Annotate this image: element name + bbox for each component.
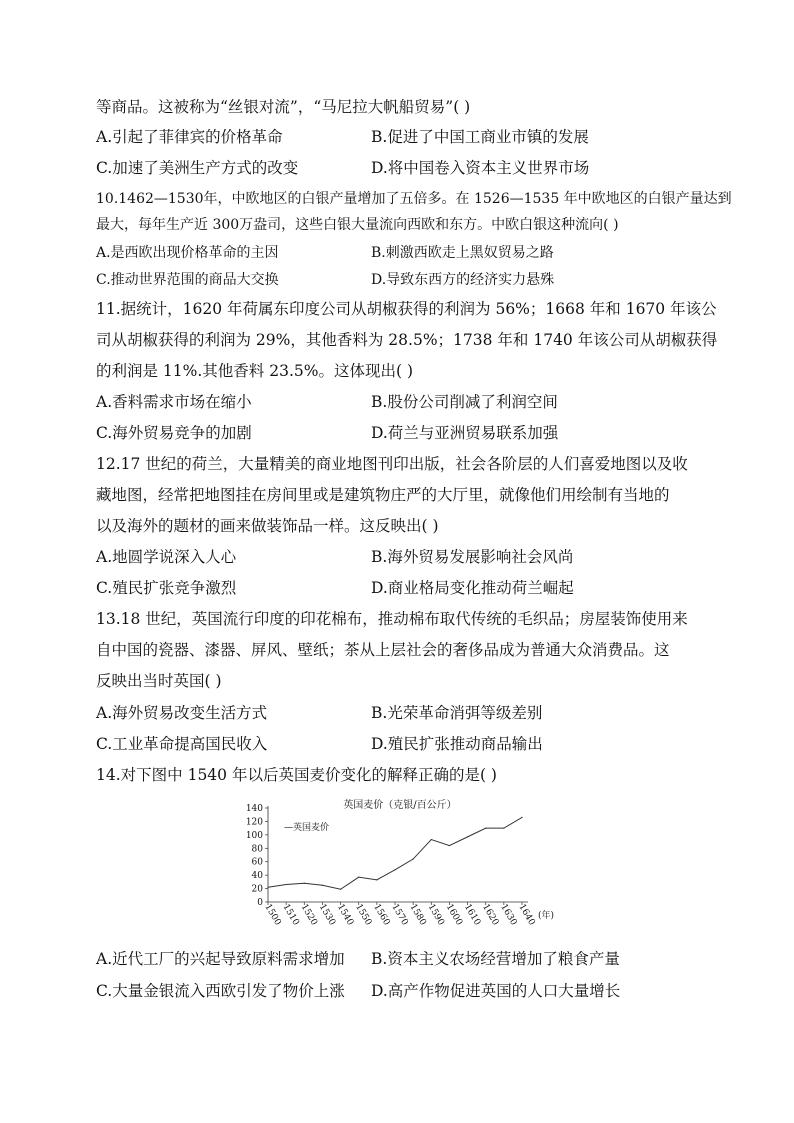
- q9-option-c[interactable]: C.加速了美洲生产方式的改变: [96, 159, 299, 177]
- wheat-price-chart: [240, 796, 560, 930]
- chart-data-point: [358, 877, 359, 878]
- chart-y-tick-label: 60: [251, 857, 263, 868]
- q9-stem-tail: 等商品。这被称为“丝银对流”，“马尼拉大帆船贸易”( ): [96, 98, 471, 116]
- chart-data-point: [431, 839, 432, 840]
- chart-y-ticks: [246, 804, 268, 908]
- q14-option-b[interactable]: B.资本主义农场经营增加了粮食产量: [371, 950, 620, 968]
- chart-x-tick-label: 1560: [371, 902, 392, 928]
- chart-data-point: [376, 879, 377, 880]
- chart-x-tick-label: 1530: [316, 902, 337, 928]
- chart-x-tick-label: 1640: [516, 902, 537, 928]
- q13-option-b[interactable]: B.光荣革命消弭等级差别: [371, 704, 543, 722]
- chart-x-tick-label: 1580: [407, 902, 428, 928]
- chart-x-tick-label: 1630: [498, 902, 519, 928]
- chart-data-point: [449, 845, 450, 846]
- q10-stem-line2: 最大，每年生产近 300万盎司，这些白银大量流向西欧和东方。中欧白银这种流向( ): [96, 217, 619, 233]
- chart-data-point: [485, 828, 486, 829]
- q10-option-c[interactable]: C.推动世界范围的商品大交换: [96, 272, 279, 288]
- chart-y-tick-label: 20: [251, 884, 263, 895]
- q12-option-d[interactable]: D.商业格局变化推动荷兰崛起: [371, 579, 574, 597]
- chart-data-point: [340, 889, 341, 890]
- q13-option-d[interactable]: D.殖民扩张推动商品输出: [371, 735, 543, 753]
- chart-data-point: [521, 817, 522, 818]
- chart-x-tick-label: 1550: [353, 902, 374, 928]
- chart-x-tick-label: 1540: [334, 902, 356, 928]
- chart-axes: [268, 806, 528, 902]
- chart-y-tick-label: 100: [245, 830, 263, 841]
- chart-x-ticks: [262, 902, 536, 928]
- q12-option-b[interactable]: B.海外贸易发展影响社会风尚: [371, 548, 574, 566]
- q11-option-d[interactable]: D.荷兰与亚洲贸易联系加强: [371, 424, 559, 442]
- chart-data-point: [286, 884, 287, 885]
- q11-stem-line1: 11.据统计，1620 年荷属东印度公司从胡椒获得的利润为 56%；1668 年和 1670 年该公: [96, 300, 717, 318]
- q11-stem-line3: 的利润是 11%.其他香料 23.5%。这体现出( ): [96, 362, 413, 380]
- q11-option-c[interactable]: C.海外贸易竞争的加剧: [96, 424, 252, 442]
- q10-option-d[interactable]: D.导致东西方的经济实力悬殊: [371, 272, 555, 288]
- q12-option-a[interactable]: A.地圆学说深入人心: [96, 548, 237, 566]
- q13-option-a[interactable]: A.海外贸易改变生活方式: [96, 704, 268, 722]
- q11-option-a[interactable]: A.香料需求市场在缩小: [96, 393, 252, 411]
- chart-x-tick-label: 1500: [262, 902, 283, 928]
- chart-x-tick-label: 1570: [389, 902, 410, 928]
- q10-option-a[interactable]: A.是西欧出现价格革命的主因: [96, 245, 279, 261]
- q14-option-a[interactable]: A.近代工厂的兴起导致原料需求增加: [96, 950, 345, 968]
- chart-data-point: [394, 869, 395, 870]
- chart-y-tick-label: 120: [245, 817, 263, 828]
- chart-y-tick-label: 40: [251, 871, 263, 882]
- q10-option-b[interactable]: B.刺激西欧走上黑奴贸易之路: [371, 245, 554, 261]
- chart-data-point: [467, 836, 468, 837]
- chart-data-point: [267, 887, 268, 888]
- chart-x-tick-label: 1610: [461, 902, 483, 928]
- q12-stem-line1: 12.17 世纪的荷兰，大量精美的商业地图刊印出版，社会各阶层的人们喜爱地图以及收: [96, 455, 688, 473]
- chart-data-point: [304, 883, 305, 884]
- q9-option-b[interactable]: B.促进了中国工商业市镇的发展: [371, 128, 589, 146]
- chart-x-tick-label: 1620: [480, 902, 501, 928]
- chart-x-unit-label: (年): [538, 911, 555, 921]
- q13-option-c[interactable]: C.工业革命提高国民收入: [96, 735, 268, 753]
- q11-option-b[interactable]: B.股份公司削减了利润空间: [371, 393, 558, 411]
- wheat-price-chart-svg: [240, 796, 560, 930]
- q12-stem-line2: 藏地图，经常把地图挂在房间里或是建筑物庄严的大厅里，就像他们用绘制有当地的: [96, 486, 670, 504]
- q13-stem-line3: 反映出当时英国( ): [96, 672, 222, 690]
- chart-x-tick-label: 1590: [425, 902, 446, 928]
- q9-option-a[interactable]: A.引起了菲律宾的价格革命: [96, 128, 283, 146]
- q12-option-c[interactable]: C.殖民扩张竞争激烈: [96, 579, 237, 597]
- chart-data-point: [503, 828, 504, 829]
- chart-title: 英国麦价（克银/百公斤）: [343, 800, 457, 811]
- q10-stem-line1: 10.1462—1530年，中欧地区的白银产量增加了五倍多。在 1526—1535 年中欧地区的白银产量达到: [96, 191, 732, 207]
- q14-option-c[interactable]: C.大量金银流入西欧引发了物价上涨: [96, 982, 345, 1000]
- chart-legend-label: —英国麦价: [284, 823, 330, 833]
- q13-stem-line2: 自中国的瓷器、漆器、屏风、壁纸；茶从上层社会的奢侈品成为普通大众消费品。这: [96, 641, 670, 659]
- chart-y-tick-label: 0: [257, 898, 263, 908]
- q13-stem-line1: 13.18 世纪，英国流行印度的印花棉布，推动棉布取代传统的毛织品；房屋装饰使用来: [96, 610, 688, 628]
- q14-stem: 14.对下图中 1540 年以后英国麦价变化的解释正确的是( ): [96, 766, 497, 784]
- chart-data-point: [322, 885, 323, 886]
- chart-x-tick-label: 1520: [298, 902, 319, 928]
- chart-data-point: [413, 858, 414, 859]
- q12-stem-line3: 以及海外的题材的画来做装饰品一样。这反映出( ): [96, 517, 439, 535]
- chart-x-tick-label: 1510: [280, 902, 301, 928]
- q11-stem-line2: 司从胡椒获得的利润为 29%，其他香料为 28.5%；1738 年和 1740 年该公司从胡椒获得: [96, 331, 718, 349]
- chart-y-tick-label: 140: [245, 804, 263, 814]
- q14-option-d[interactable]: D.高产作物促进英国的人口大量增长: [371, 982, 621, 1000]
- chart-x-tick-label: 1600: [443, 902, 464, 928]
- chart-y-tick-label: 80: [251, 844, 263, 855]
- q9-option-d[interactable]: D.将中国卷入资本主义世界市场: [371, 159, 590, 177]
